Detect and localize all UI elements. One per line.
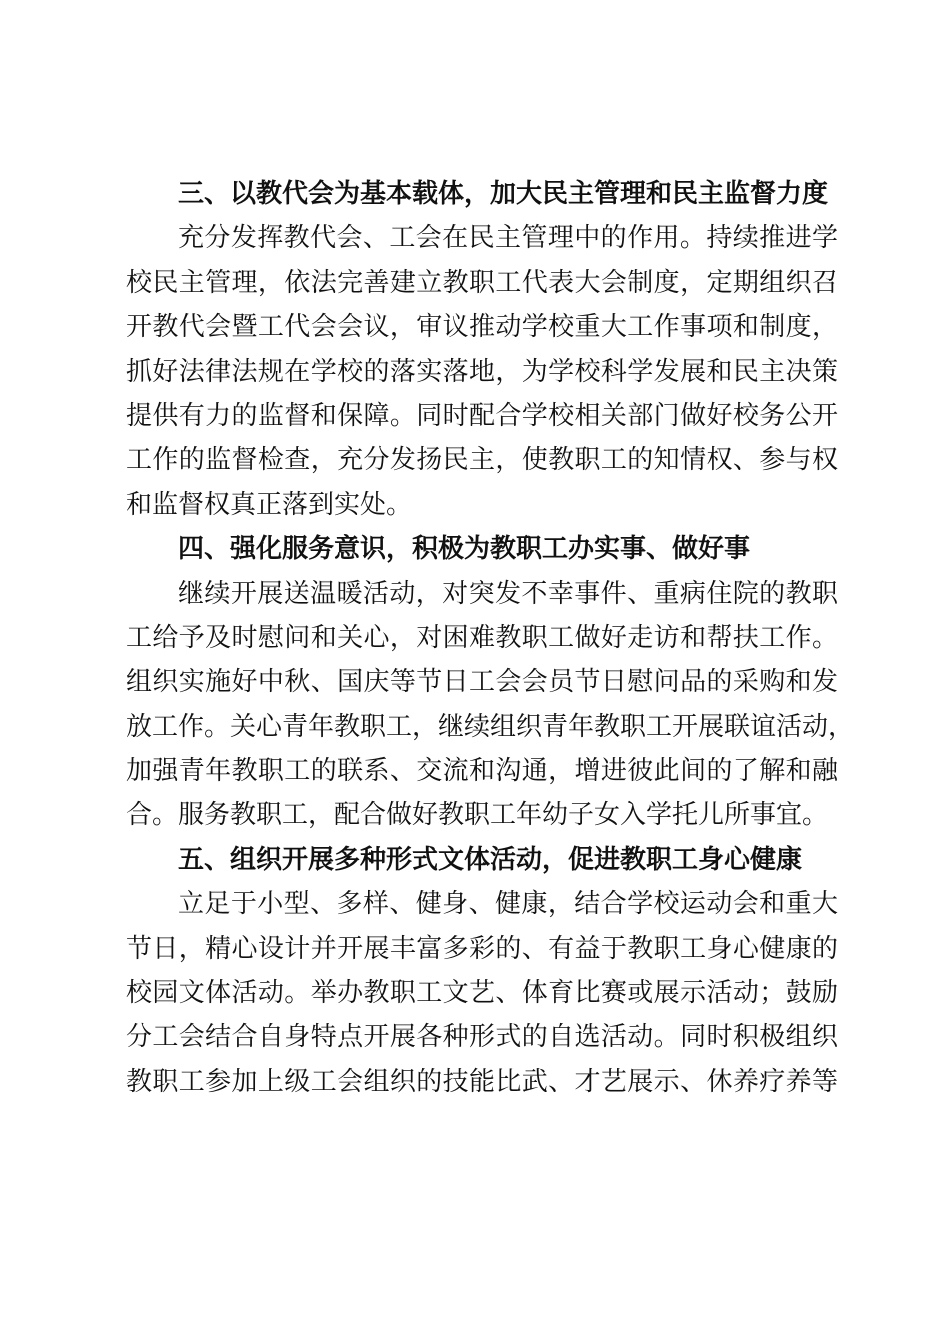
section-5-line-5: 教职工参加上级工会组织的技能比武、才艺展示、休养疗养等 [126, 1066, 838, 1097]
section-3-line-1: 充分发挥教代会、工会在民主管理中的作用。持续推进学 [178, 223, 838, 254]
section-4-line-5: 加强青年教职工的联系、交流和沟通，增进彼此间的了解和融 [126, 756, 838, 787]
section-3-heading: 三、以教代会为基本载体，加大民主管理和民主监督力度 [178, 179, 829, 209]
section-3-line-5: 提供有力的监督和保障。同时配合学校相关部门做好校务公开 [126, 400, 838, 431]
document-body [126, 172, 855, 1104]
section-3-line-2: 校民主管理，依法完善建立教职工代表大会制度，定期组织召 [126, 267, 838, 298]
section-4-line-1: 继续开展送温暖活动，对突发不幸事件、重病住院的教职 [178, 578, 838, 609]
section-5-heading: 五、组织开展多种形式文体活动，促进教职工身心健康 [178, 844, 803, 875]
section-4-line-6: 合。服务教职工，配合做好教职工年幼子女入学托儿所事宜。 [126, 800, 829, 831]
section-4-line-2: 工给予及时慰问和关心，对困难教职工做好走访和帮扶工作。 [126, 622, 838, 653]
section-4-line-3: 组织实施好中秋、国庆等节日工会会员节日慰问品的采购和发 [126, 667, 838, 698]
section-5-line-3: 校园文体活动。举办教职工文艺、体育比赛或展示活动；鼓励 [126, 978, 838, 1009]
section-3-line-3: 开教代会暨工代会会议，审议推动学校重大工作事项和制度， [126, 312, 838, 343]
section-5-line-4: 分工会结合自身特点开展各种形式的自选活动。同时积极组织 [126, 1022, 838, 1053]
section-3-line-4: 抓好法律法规在学校的落实落地，为学校科学发展和民主决策 [126, 356, 838, 387]
section-5-line-1: 立足于小型、多样、健身、健康，结合学校运动会和重大 [178, 889, 838, 920]
section-4-line-4: 放工作。关心青年教职工，继续组织青年教职工开展联谊活动， [126, 711, 855, 742]
section-3-line-6: 工作的监督检查，充分发扬民主，使教职工的知情权、参与权 [126, 445, 838, 476]
section-4-heading: 四、强化服务意识，积极为教职工办实事、做好事 [178, 534, 751, 565]
section-3-line-7: 和监督权真正落到实处。 [126, 489, 413, 520]
section-5-line-2: 节日，精心设计并开展丰富多彩的、有益于教职工身心健康的 [126, 933, 838, 964]
